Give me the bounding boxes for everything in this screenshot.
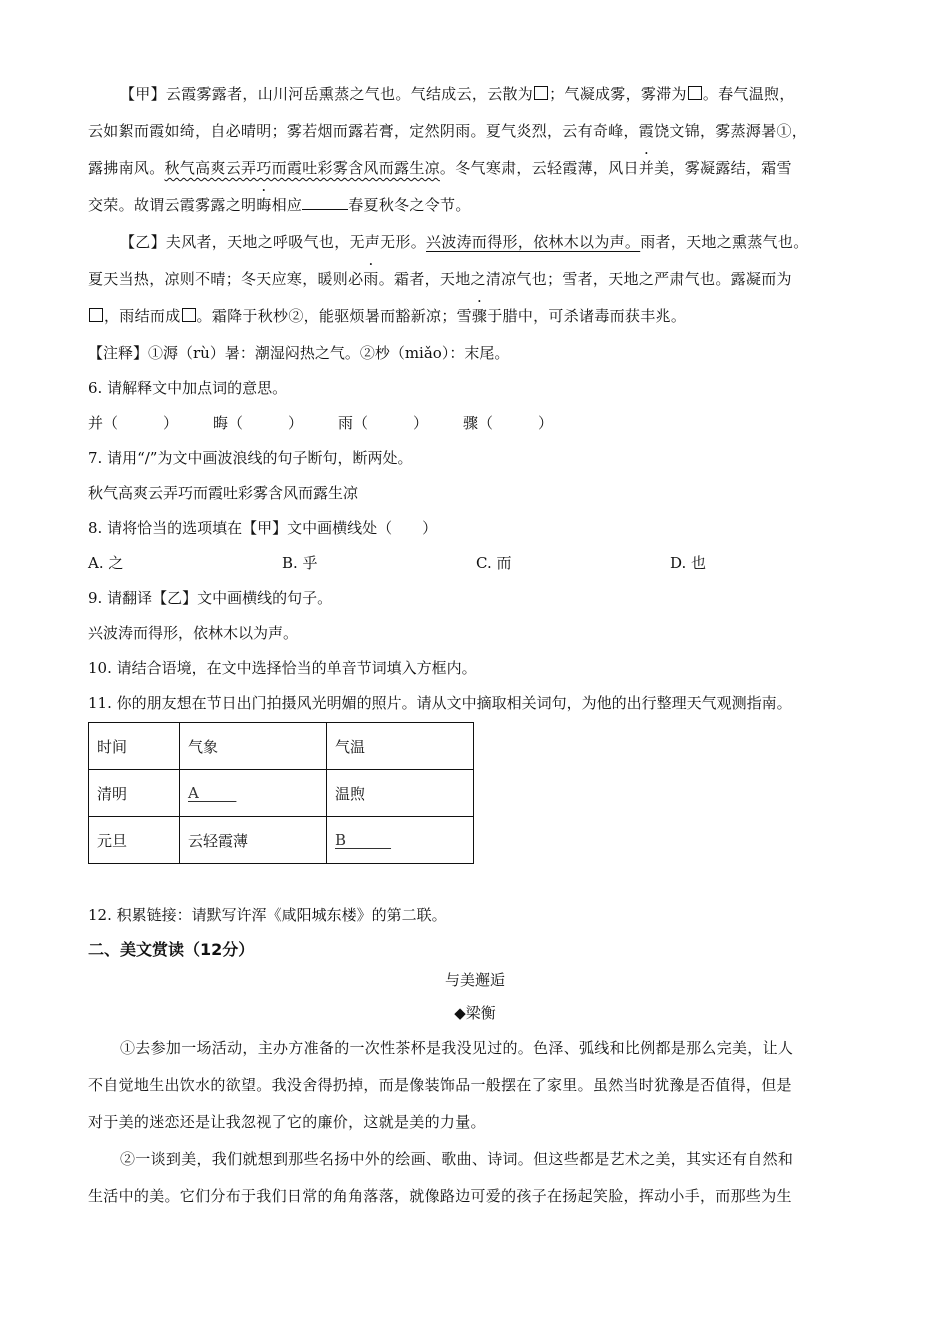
question-7: 7. 请用“/”为文中画波浪线的句子断句，断两处。 [88, 449, 413, 467]
article-p1-line-3: 对于美的迷恋还是让我忽视了它的廉价，这就是美的力量。 [88, 1113, 486, 1131]
question-9-sentence: 兴波涛而得形，依林木以为声。 [88, 624, 299, 642]
blank-box [89, 308, 103, 322]
passage-yi-line-3: ，雨结而成 。霜降于秋杪②，能驱烦暑而豁新凉；雪骤于腊中，可杀诸毒而获丰兆。 [88, 306, 868, 328]
q6-item-hui: 晦（ ） [213, 414, 304, 432]
passage-jia-line-2: 云如絮而霞如绮，自必晴明；雾若烟而露若膏，定然阴雨。夏气炎烈，云有奇峰，霞饶文锦，雾蒸溽暑①， [88, 122, 808, 140]
wavy-underlined-sentence: 秋气高爽云弄巧而霞吐彩雾含风而露生凉 [164, 159, 440, 177]
passage-yi-line-1: 【乙】夫风者，天地之呼吸气也，无声无形。兴波涛而得形，依林木以为声。雨者，天地之熏蒸气也。 [120, 233, 809, 251]
passage-jia-line-1: 【甲】云霞雾露者，山川河岳熏蒸之气也。气结成云，云散为 ；气凝成雾，雾滞为 。春气温煦， [120, 85, 795, 103]
option-d: D. 也 [670, 554, 707, 572]
table-row [89, 770, 474, 817]
q6-item-yu: 雨（ ） [338, 414, 429, 432]
table-header: 时间 [89, 723, 180, 770]
question-8-options [88, 553, 868, 575]
option-c: C. 而 [476, 554, 512, 572]
article-p2-line-2: 生活中的美。它们分布于我们日常的角角落落，就像路边可爱的孩子在扬起笑脸，挥动小手，而那些为生 [88, 1187, 792, 1205]
dotted-word-bing: 并 [638, 159, 655, 177]
question-7-sentence: 秋气高爽云弄巧而霞吐彩雾含风而露生凉 [88, 484, 359, 502]
article-author: ◆梁衡 [454, 1004, 496, 1022]
table-header: 气温 [327, 723, 474, 770]
q6-item-zhou: 骤（ ） [463, 414, 554, 432]
table-cell: 温煦 [327, 770, 474, 817]
article-p2-line-1: ②一谈到美，我们就想到那些名扬中外的绘画、歌曲、诗词。但这些都是艺术之美，其实还有自然和 [120, 1150, 794, 1168]
question-10: 10. 请结合语境，在文中选择恰当的单音节词填入方框内。 [88, 659, 477, 677]
fill-blank-line [302, 197, 348, 210]
table-cell: 清明 [89, 770, 180, 817]
article-title: 与美邂逅 [444, 971, 505, 989]
blank-box [182, 308, 196, 322]
annotation: 【注释】①溽（rù）暑：潮湿闷热之气。②杪（miǎo）：末尾。 [88, 344, 510, 362]
passage-yi-line-2: 夏天当热，凉则不晴；冬天应寒，暖则必雨。霜者，天地之清凉气也；雪者，天地之严肃气也。露凝而为 [88, 270, 792, 288]
table-header-row [89, 723, 474, 770]
passage-jia-line-4: 交荣。故谓云霞雾露之明晦相应 春夏秋冬之令节。 [88, 196, 471, 214]
option-a: A. 之 [88, 554, 124, 572]
passage-jia-line-3: 露拂南风。秋气高爽云弄巧而霞吐彩雾含风而露生凉。冬气寒肃，云轻霞薄，风日并美，雾凝露结，霜雪 [88, 159, 792, 177]
table-cell-blank-b: B______ [327, 817, 474, 864]
question-11: 11. 你的朋友想在节日出门拍摄风光明媚的照片。请从文中摘取相关词句，为他的出行整理天气观测指南。 [88, 694, 792, 712]
dotted-word-yu: 雨 [363, 270, 379, 288]
table-cell: 云轻霞薄 [180, 817, 327, 864]
blank-box [688, 86, 702, 100]
table-cell-blank-a: A_____ [180, 770, 327, 817]
question-8: 8. 请将恰当的选项填在【甲】文中画横线处（ ） [88, 519, 438, 537]
dotted-word-zhou: 骤 [471, 307, 488, 325]
question-6-items [88, 413, 868, 435]
article-p1-line-1: ①去参加一场活动，主办方准备的一次性茶杯是我没见过的。色泽、弧线和比例都是那么完美，让人 [120, 1039, 794, 1057]
underlined-sentence: 兴波涛而得形，依林木以为声。 [426, 233, 641, 251]
table-header: 气象 [180, 723, 327, 770]
section-heading: 二、美文赏读（12分） [88, 940, 255, 959]
question-12: 12. 积累链接：请默写许浑《咸阳城东楼》的第二联。 [88, 906, 447, 924]
option-b: B. 乎 [282, 554, 318, 572]
weather-guide-table [88, 722, 474, 864]
question-9: 9. 请翻译【乙】文中画横线的句子。 [88, 589, 333, 607]
q6-item-bing: 并（ ） [88, 414, 179, 432]
table-row [89, 817, 474, 864]
dotted-word-hui: 晦 [256, 196, 272, 214]
article-p1-line-2: 不自觉地生出饮水的欲望。我没舍得扔掉，而是像装饰品一般摆在了家里。虽然当时犹豫是否值得，但是 [88, 1076, 792, 1094]
table-cell: 元旦 [89, 817, 180, 864]
question-6: 6. 请解释文中加点词的意思。 [88, 379, 288, 397]
blank-box [534, 86, 548, 100]
